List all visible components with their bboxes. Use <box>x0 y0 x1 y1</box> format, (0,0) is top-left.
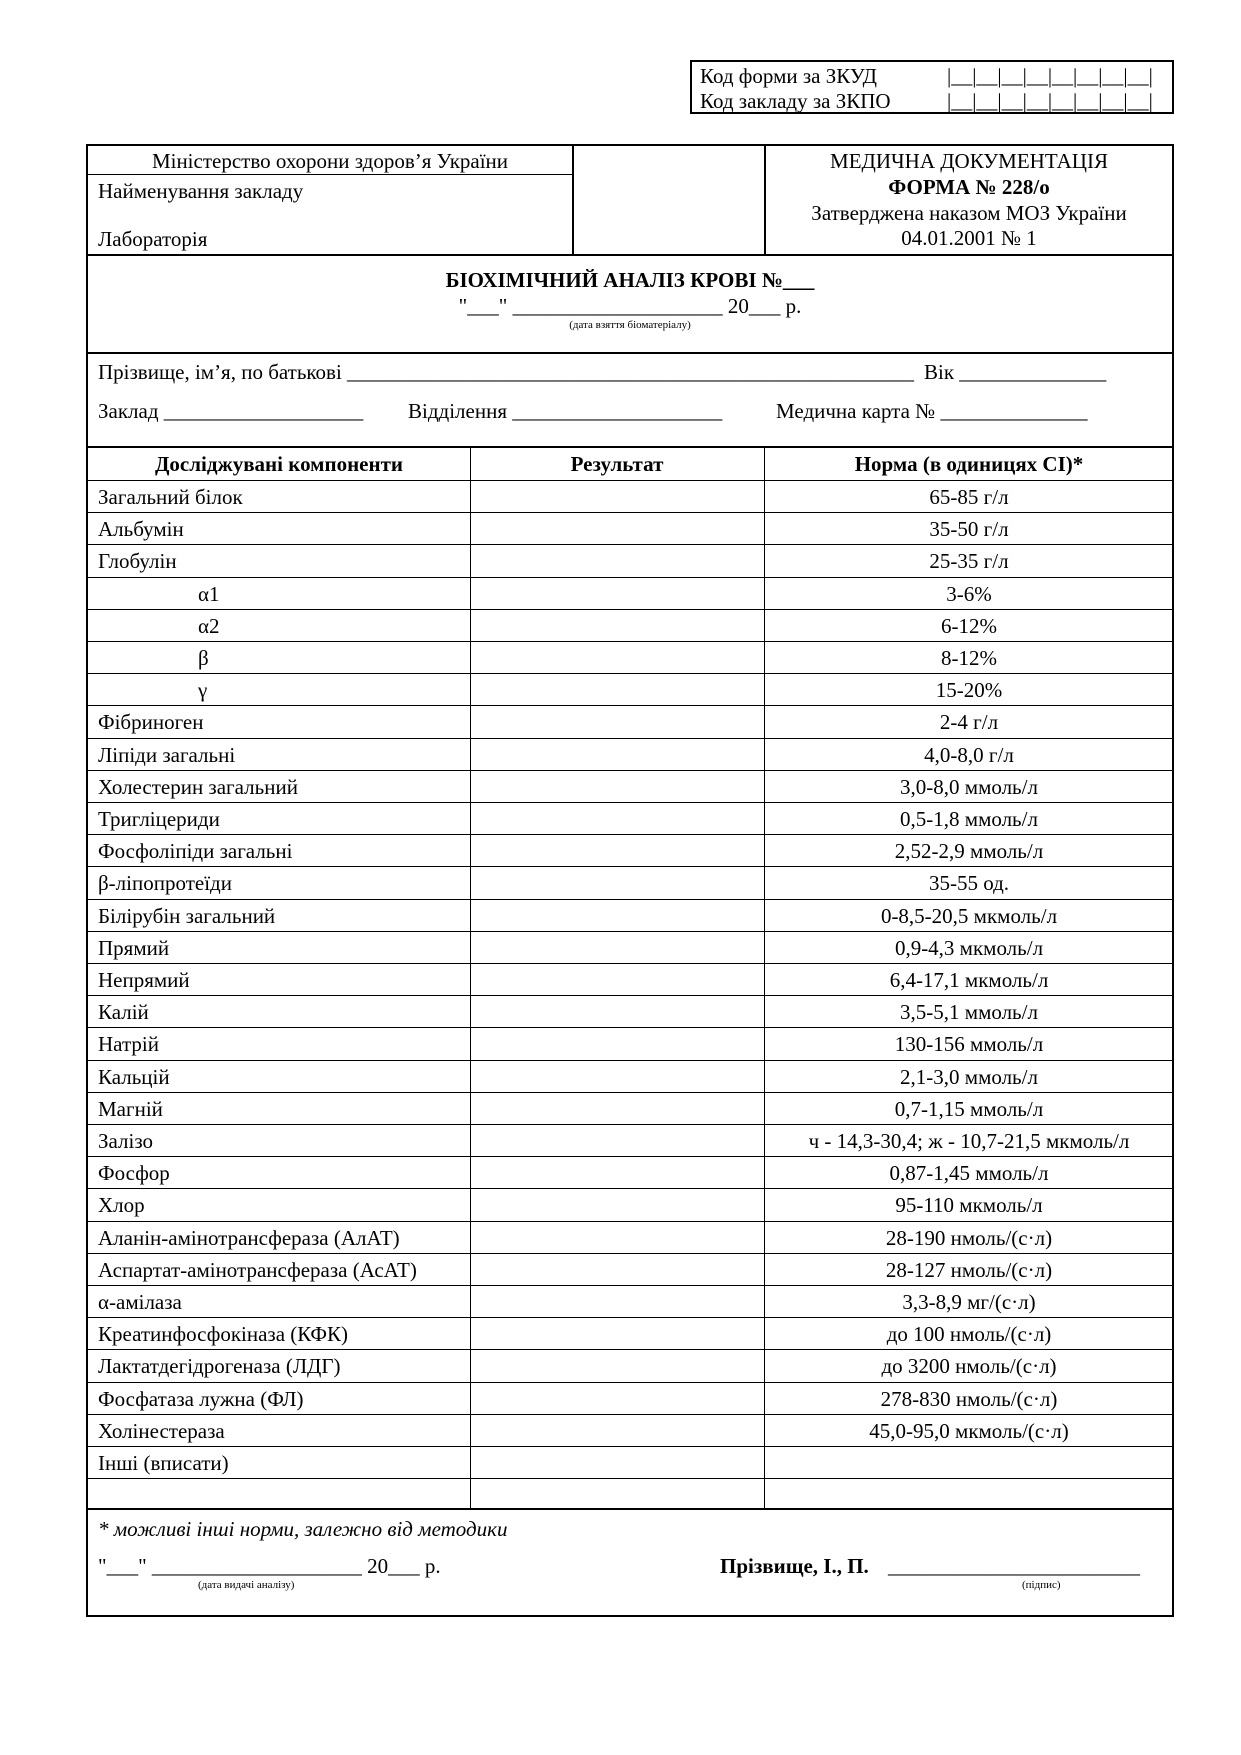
component-name: α-амілаза <box>98 1290 182 1314</box>
component-name: Кальцій <box>98 1064 170 1089</box>
table-row <box>88 1446 1172 1478</box>
norm-value: 8-12% <box>941 646 997 670</box>
table-row <box>88 1349 1172 1381</box>
component-name: Фосфор <box>98 1161 170 1186</box>
table-bottom-line <box>88 1508 1172 1510</box>
issue-date-caption: (дата видачі аналізу) <box>198 1579 295 1591</box>
norm-value: 35-50 г/л <box>929 517 1009 542</box>
table-row <box>88 1478 1172 1510</box>
result-cell[interactable] <box>471 1286 764 1317</box>
result-cell[interactable] <box>471 932 764 963</box>
table-row <box>88 544 1172 576</box>
component-name: α2 <box>198 613 220 638</box>
component-name: Загальний білок <box>98 485 243 509</box>
component-name: Білірубін загальний <box>98 903 276 928</box>
patient-name-field[interactable]: Прізвище, ім’я, по батькові ______________________________________________________ <box>98 360 915 384</box>
component-name: Магній <box>98 1096 163 1121</box>
result-cell[interactable] <box>471 900 764 931</box>
table-row <box>88 834 1172 866</box>
norm-value: 15-20% <box>935 678 1003 703</box>
result-cell[interactable] <box>471 674 764 705</box>
table-row <box>88 802 1172 834</box>
result-cell[interactable] <box>471 867 764 898</box>
component-name: Залізо <box>98 1129 154 1153</box>
table-row <box>88 480 1172 512</box>
norm-value: 3,5-5,1 ммоль/л <box>900 1000 1038 1025</box>
result-cell[interactable] <box>471 1383 764 1414</box>
norm-value: 28-127 нмоль/(с·л) <box>885 1257 1053 1282</box>
header-bottom-line <box>88 254 1172 256</box>
result-cell[interactable] <box>471 771 764 802</box>
result-cell[interactable] <box>471 835 764 866</box>
component-name: Аланін-амінотрансфераза (АлАТ) <box>98 1225 400 1250</box>
component-name: Тригліцериди <box>98 807 220 831</box>
result-cell[interactable] <box>471 739 764 770</box>
signature-field[interactable]: ________________________ <box>888 1554 1140 1578</box>
table-row <box>88 963 1172 995</box>
table-row <box>88 1156 1172 1188</box>
component-name: γ <box>198 678 208 703</box>
norm-value: 0-8,5-20,5 мкмоль/л <box>880 903 1058 928</box>
result-cell[interactable] <box>471 1447 764 1478</box>
result-cell[interactable] <box>471 1189 764 1220</box>
norm-value: 35-55 од. <box>928 871 1010 896</box>
zkud-code-field[interactable]: |__|__|__|__|__|__|__|__| <box>947 64 1153 88</box>
result-cell[interactable] <box>471 1479 764 1510</box>
page-title: БІОХІМІЧНИЙ АНАЛІЗ КРОВІ №___ <box>445 268 815 292</box>
form-codes-box <box>690 60 1174 114</box>
norm-value: 0,87-1,45 ммоль/л <box>889 1161 1049 1186</box>
norm-value: 28-190 нмоль/(с·л) <box>885 1225 1053 1250</box>
table-row <box>88 1253 1172 1285</box>
header-components: Досліджувані компоненти <box>154 452 404 476</box>
department-field[interactable]: Відділення ____________________ <box>408 399 723 423</box>
result-cell[interactable] <box>471 706 764 737</box>
norm-value: 6-12% <box>941 613 997 638</box>
table-row <box>88 770 1172 802</box>
table-row <box>88 1188 1172 1220</box>
component-name: Глобулін <box>98 549 177 574</box>
result-cell[interactable] <box>471 1415 764 1446</box>
result-cell[interactable] <box>471 642 764 673</box>
result-cell[interactable] <box>471 1254 764 1285</box>
norm-value: 4,0-8,0 г/л <box>924 742 1014 767</box>
patient-age-field[interactable]: Вік ______________ <box>924 360 1107 384</box>
result-cell[interactable] <box>471 1318 764 1349</box>
signer-label: Прізвище, І., П. <box>720 1554 869 1578</box>
component-name: Прямий <box>98 935 170 960</box>
norm-value: ч - 14,3-30,4; ж - 10,7-21,5 мкмоль/л <box>808 1129 1130 1153</box>
component-name: Холестерин загальний <box>98 774 298 799</box>
norm-value: 6,4-17,1 мкмоль/л <box>889 968 1049 992</box>
norm-value: 3,3-8,9 мг/(с·л) <box>902 1290 1036 1314</box>
component-name: Натрій <box>98 1032 159 1057</box>
norm-value: 3-6% <box>946 581 992 606</box>
laboratory-label: Лабораторія <box>98 227 208 251</box>
table-row <box>88 1124 1172 1156</box>
norm-value: до 3200 нмоль/(с·л) <box>881 1354 1057 1379</box>
approved-by: Затверджена наказом МОЗ України <box>811 201 1127 225</box>
result-cell[interactable] <box>471 513 764 544</box>
component-name: Лактатдегідрогеназа (ЛДГ) <box>98 1354 341 1379</box>
medical-card-field[interactable]: Медична карта № ______________ <box>776 399 1088 423</box>
norm-value: 2,52-2,9 ммоль/л <box>894 839 1044 864</box>
component-name: Хлор <box>98 1193 145 1218</box>
sample-date-caption: (дата взяття біоматеріалу) <box>569 319 691 331</box>
result-cell[interactable] <box>471 1222 764 1253</box>
norm-value: 0,5-1,8 ммоль/л <box>900 807 1038 831</box>
component-name: Креатинфосфокіназа (КФК) <box>98 1322 348 1347</box>
result-cell[interactable] <box>471 1061 764 1092</box>
norm-value: 2,1-3,0 ммоль/л <box>900 1064 1038 1089</box>
medical-documentation: МЕДИЧНА ДОКУМЕНТАЦІЯ <box>830 149 1108 173</box>
result-cell[interactable] <box>471 610 764 641</box>
institution-label: Найменування закладу <box>98 179 304 203</box>
table-row <box>88 738 1172 770</box>
result-cell[interactable] <box>471 545 764 576</box>
header-norm: Норма (в одиницях СІ)* <box>854 452 1084 476</box>
norm-value: 0,7-1,15 ммоль/л <box>894 1096 1044 1121</box>
norm-value: 278-830 нмоль/(с·л) <box>880 1386 1058 1411</box>
table-row <box>88 705 1172 737</box>
table-row <box>88 1414 1172 1446</box>
result-cell[interactable] <box>471 578 764 609</box>
component-name: Фосфатаза лужна (ФЛ) <box>98 1386 304 1411</box>
sample-date-field[interactable]: "___" ____________________ 20___ р. <box>458 294 802 318</box>
norm-value: до 100 нмоль/(с·л) <box>886 1322 1052 1347</box>
table-row <box>88 641 1172 673</box>
table-row <box>88 1317 1172 1349</box>
result-cell[interactable] <box>471 481 764 512</box>
norm-value: 45,0-95,0 мкмоль/(с·л) <box>869 1418 1069 1443</box>
zkpo-code-field[interactable]: |__|__|__|__|__|__|__|__| <box>947 89 1153 113</box>
component-name: Інші (вписати) <box>98 1451 229 1475</box>
title-bottom-line <box>88 352 1172 354</box>
component-name: Альбумін <box>98 517 184 542</box>
table-row <box>88 609 1172 641</box>
ministry-name: Міністерство охорони здоров’я України <box>151 149 509 173</box>
table-row <box>88 512 1172 544</box>
table-row <box>88 1221 1172 1253</box>
norm-value: 130-156 ммоль/л <box>894 1032 1044 1057</box>
table-row <box>88 1382 1172 1414</box>
table-row <box>88 1060 1172 1092</box>
issue-date-field[interactable]: "___" ____________________ 20___ р. <box>98 1554 441 1578</box>
zkud-label: Код форми за ЗКУД <box>700 64 877 88</box>
form-number: ФОРМА № 228/о <box>888 175 1050 199</box>
table-row <box>88 673 1172 705</box>
result-cell[interactable] <box>471 803 764 834</box>
component-name: Фібриноген <box>98 710 204 735</box>
ministry-underline <box>88 174 572 175</box>
table-row <box>88 1285 1172 1317</box>
component-name: Холінестераза <box>98 1418 225 1443</box>
results-table <box>88 448 1172 1508</box>
table-row <box>88 931 1172 963</box>
component-name: Ліпіди загальні <box>98 742 236 767</box>
header-result: Результат <box>570 452 664 476</box>
result-cell[interactable] <box>471 1350 764 1381</box>
table-row <box>88 995 1172 1027</box>
result-cell[interactable] <box>471 1028 764 1059</box>
table-row <box>88 1092 1172 1124</box>
header-divider-1 <box>572 146 574 254</box>
norm-value: 0,9-4,3 мкмоль/л <box>894 935 1044 960</box>
component-name: Калій <box>98 1000 149 1025</box>
component-name: Непрямий <box>98 968 190 992</box>
facility-field[interactable]: Заклад ___________________ <box>98 399 364 423</box>
table-row <box>88 1027 1172 1059</box>
table-row <box>88 899 1172 931</box>
signature-caption: (підпис) <box>1022 1579 1061 1591</box>
norm-value: 25-35 г/л <box>929 549 1009 574</box>
table-row <box>88 866 1172 898</box>
norms-footnote: * можливі інші норми, залежно від методики <box>98 1517 508 1541</box>
result-cell[interactable] <box>471 964 764 995</box>
norm-value: 95-110 мкмоль/л <box>895 1193 1043 1218</box>
component-name: α1 <box>198 581 220 606</box>
result-cell[interactable] <box>471 996 764 1027</box>
norm-value: 3,0-8,0 ммоль/л <box>900 774 1038 799</box>
result-cell[interactable] <box>471 1093 764 1124</box>
component-name: Фосфоліпіди загальні <box>98 839 293 864</box>
lab-form <box>86 144 1174 1617</box>
component-name: β <box>198 646 209 670</box>
table-row <box>88 577 1172 609</box>
component-name: β-ліпопротеїди <box>98 871 232 896</box>
zkpo-label: Код закладу за ЗКПО <box>700 89 891 113</box>
result-cell[interactable] <box>471 1125 764 1156</box>
result-cell[interactable] <box>471 1157 764 1188</box>
approved-date: 04.01.2001 № 1 <box>901 226 1037 250</box>
norm-value: 65-85 г/л <box>929 485 1009 509</box>
component-name: Аспартат-амінотрансфераза (АсАТ) <box>98 1257 417 1282</box>
norm-value: 2-4 г/л <box>939 710 999 735</box>
